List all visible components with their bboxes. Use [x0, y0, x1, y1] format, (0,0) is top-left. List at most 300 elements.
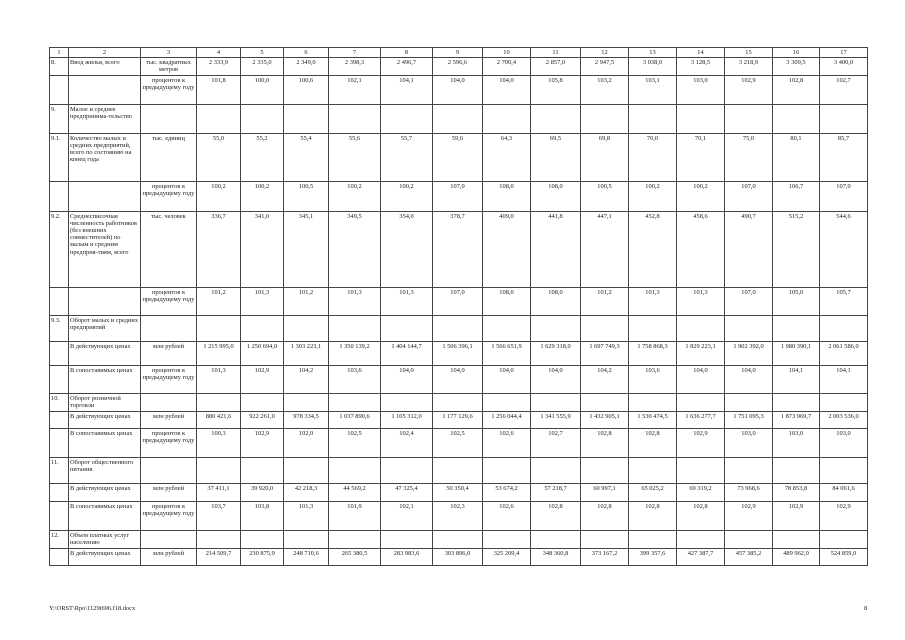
value-cell: 452,8 [629, 212, 677, 288]
value-cell: 102,9 [677, 429, 725, 458]
column-number: 5 [241, 48, 284, 58]
value-cell: 354,0 [381, 212, 433, 288]
value-cell: 489 962,0 [773, 549, 820, 566]
value-cell: 101,3 [381, 288, 433, 316]
value-cell: 409,0 [483, 212, 531, 288]
value-cell: 102,8 [531, 502, 581, 531]
value-cell: 103,0 [725, 429, 773, 458]
value-cell [197, 394, 241, 412]
value-cell: 490,7 [725, 212, 773, 288]
value-cell [581, 105, 629, 134]
value-cell [629, 531, 677, 549]
row-number [50, 342, 69, 366]
table-row [50, 182, 868, 212]
value-cell [725, 458, 773, 484]
value-cell [581, 394, 629, 412]
value-cell: 1 105 312,0 [381, 412, 433, 429]
value-cell: 101,3 [677, 288, 725, 316]
value-cell: 2 003 536,0 [820, 412, 868, 429]
column-number: 6 [284, 48, 329, 58]
value-cell: 378,7 [433, 212, 483, 288]
row-number: 9.3. [50, 316, 69, 342]
value-cell: 104,0 [531, 366, 581, 394]
value-cell [329, 394, 381, 412]
value-cell [241, 316, 284, 342]
value-cell [581, 531, 629, 549]
value-cell: 103,7 [197, 502, 241, 531]
value-cell: 73 968,6 [725, 484, 773, 502]
row-number: 9. [50, 105, 69, 134]
column-number: 14 [677, 48, 725, 58]
column-number: 3 [141, 48, 197, 58]
value-cell: 104,0 [433, 76, 483, 105]
value-cell: 104,0 [677, 366, 725, 394]
value-cell: 103,2 [581, 76, 629, 105]
value-cell [381, 394, 433, 412]
row-number [50, 182, 69, 212]
value-cell: 105,0 [773, 288, 820, 316]
value-cell: 100,2 [241, 182, 284, 212]
value-cell: 3 038,0 [629, 58, 677, 76]
value-cell [677, 458, 725, 484]
value-cell: 104,0 [483, 76, 531, 105]
value-cell: 60 997,1 [581, 484, 629, 502]
indicator-name: Количество малых и средних предприятий, всего по состоянию на конец года [69, 134, 141, 182]
value-cell: 102,4 [381, 429, 433, 458]
value-cell: 345,1 [284, 212, 329, 288]
value-cell: 100,2 [629, 182, 677, 212]
value-cell [284, 394, 329, 412]
value-cell: 1 341 555,9 [531, 412, 581, 429]
unit [141, 316, 197, 342]
unit [141, 105, 197, 134]
value-cell [284, 316, 329, 342]
indicator-name [69, 288, 141, 316]
value-cell: 37 411,1 [197, 484, 241, 502]
value-cell [197, 458, 241, 484]
value-cell: 102,1 [329, 76, 381, 105]
row-number: 12. [50, 531, 69, 549]
value-cell [381, 105, 433, 134]
value-cell: 102,9 [725, 502, 773, 531]
value-cell [433, 316, 483, 342]
indicator-name: Оборот розничной торговли [69, 394, 141, 412]
value-cell: 1 432 905,1 [581, 412, 629, 429]
column-number: 9 [433, 48, 483, 58]
value-cell: 458,6 [677, 212, 725, 288]
value-cell: 102,6 [483, 502, 531, 531]
value-cell: 104,0 [483, 366, 531, 394]
table-row [50, 502, 868, 531]
value-cell: 1 506 396,1 [433, 342, 483, 366]
row-number [50, 366, 69, 394]
table-row [50, 134, 868, 182]
value-cell: 524 859,0 [820, 549, 868, 566]
value-cell [820, 458, 868, 484]
column-number: 12 [581, 48, 629, 58]
value-cell: 1 980 390,1 [773, 342, 820, 366]
indicator-name: В действующих ценах [69, 484, 141, 502]
table-row [50, 412, 868, 429]
value-cell: 55,4 [284, 134, 329, 182]
value-cell: 104,0 [433, 366, 483, 394]
unit: процентов к предыдущему году [141, 366, 197, 394]
indicator-name: Оборот малых и средних предприятий [69, 316, 141, 342]
value-cell: 102,9 [773, 502, 820, 531]
indicator-name: Объем платных услуг населению [69, 531, 141, 549]
value-cell: 2 335,0 [241, 58, 284, 76]
value-cell: 3 400,0 [820, 58, 868, 76]
value-cell [241, 531, 284, 549]
table-row [50, 288, 868, 316]
value-cell: 103,0 [820, 429, 868, 458]
value-cell [531, 316, 581, 342]
indicator-name: В сопоставимых ценах [69, 366, 141, 394]
value-cell [531, 394, 581, 412]
value-cell: 103,6 [329, 366, 381, 394]
value-cell: 55,2 [241, 134, 284, 182]
value-cell: 515,2 [773, 212, 820, 288]
table-row [50, 316, 868, 342]
value-cell: 102,3 [433, 502, 483, 531]
value-cell [483, 458, 531, 484]
value-cell: 55,6 [329, 134, 381, 182]
value-cell: 922 261,0 [241, 412, 284, 429]
value-cell: 102,9 [820, 502, 868, 531]
value-cell: 2 333,9 [197, 58, 241, 76]
value-cell: 102,6 [483, 429, 531, 458]
value-cell: 108,0 [531, 182, 581, 212]
column-number: 17 [820, 48, 868, 58]
column-number: 8 [381, 48, 433, 58]
unit: тыс. единиц [141, 134, 197, 182]
value-cell: 265 380,5 [329, 549, 381, 566]
value-cell: 59,6 [433, 134, 483, 182]
indicator-name [69, 76, 141, 105]
column-number: 1 [50, 48, 69, 58]
value-cell [581, 458, 629, 484]
value-cell: 3 128,5 [677, 58, 725, 76]
value-cell: 101,2 [581, 288, 629, 316]
value-cell: 2 496,7 [381, 58, 433, 76]
value-cell: 1 250 694,0 [241, 342, 284, 366]
row-number [50, 412, 69, 429]
table-row [50, 531, 868, 549]
value-cell [483, 316, 531, 342]
table-row [50, 342, 868, 366]
value-cell [773, 105, 820, 134]
value-cell: 1 873 969,7 [773, 412, 820, 429]
value-cell: 101,3 [329, 288, 381, 316]
indicator-name: В сопоставимых ценах [69, 502, 141, 531]
indicator-name: В сопоставимых ценах [69, 429, 141, 458]
unit: процентов к предыдущему году [141, 76, 197, 105]
page-number: 8 [864, 605, 868, 612]
value-cell: 78 853,8 [773, 484, 820, 502]
table-row [50, 58, 868, 76]
value-cell: 102,8 [677, 502, 725, 531]
value-cell: 101,3 [241, 288, 284, 316]
value-cell [820, 316, 868, 342]
value-cell: 100,2 [677, 182, 725, 212]
value-cell: 101,3 [197, 366, 241, 394]
value-cell: 100,3 [197, 429, 241, 458]
value-cell: 1 566 651,9 [483, 342, 531, 366]
value-cell: 457 385,2 [725, 549, 773, 566]
column-number: 10 [483, 48, 531, 58]
value-cell [773, 316, 820, 342]
value-cell: 441,8 [531, 212, 581, 288]
table-row [50, 366, 868, 394]
row-number [50, 76, 69, 105]
value-cell: 53 674,2 [483, 484, 531, 502]
unit [141, 394, 197, 412]
unit: млн рублей [141, 549, 197, 566]
table-row [50, 458, 868, 484]
value-cell: 102,8 [581, 429, 629, 458]
value-cell: 103,6 [629, 366, 677, 394]
value-cell: 107,0 [433, 288, 483, 316]
value-cell: 1 629 318,0 [531, 342, 581, 366]
column-number-row [50, 48, 868, 58]
row-number: 9.1. [50, 134, 69, 182]
value-cell: 102,5 [433, 429, 483, 458]
value-cell: 101,2 [197, 288, 241, 316]
value-cell [725, 531, 773, 549]
value-cell: 2 947,5 [581, 58, 629, 76]
value-cell: 104,1 [381, 76, 433, 105]
value-cell [197, 531, 241, 549]
row-number: 9.2. [50, 212, 69, 288]
value-cell: 101,8 [197, 76, 241, 105]
value-cell [197, 316, 241, 342]
value-cell: 102,8 [629, 429, 677, 458]
row-number [50, 549, 69, 566]
value-cell: 39 920,0 [241, 484, 284, 502]
row-number [50, 429, 69, 458]
value-cell: 544,6 [820, 212, 868, 288]
value-cell [433, 394, 483, 412]
indicator-name: Оборот общественного питания [69, 458, 141, 484]
value-cell [677, 105, 725, 134]
value-cell: 100,5 [284, 182, 329, 212]
value-cell: 100,6 [284, 76, 329, 105]
value-cell: 102,8 [581, 502, 629, 531]
value-cell [241, 458, 284, 484]
value-cell: 102,9 [241, 429, 284, 458]
row-number: 10. [50, 394, 69, 412]
value-cell: 107,0 [433, 182, 483, 212]
indicator-name: Малое и среднее предпринима-тельство [69, 105, 141, 134]
value-cell [284, 458, 329, 484]
column-number: 11 [531, 48, 581, 58]
value-cell: 100,2 [197, 182, 241, 212]
value-cell: 2 857,0 [531, 58, 581, 76]
value-cell: 55,0 [197, 134, 241, 182]
value-cell: 100,0 [241, 76, 284, 105]
value-cell [773, 458, 820, 484]
value-cell [773, 531, 820, 549]
value-cell: 102,1 [381, 502, 433, 531]
value-cell: 50 350,4 [433, 484, 483, 502]
value-cell [531, 458, 581, 484]
value-cell: 57 218,7 [531, 484, 581, 502]
value-cell [629, 105, 677, 134]
column-number: 7 [329, 48, 381, 58]
table-row [50, 394, 868, 412]
value-cell: 108,0 [483, 288, 531, 316]
unit: процентов к предыдущему году [141, 288, 197, 316]
value-cell: 64,3 [483, 134, 531, 182]
value-cell: 1 902 392,0 [725, 342, 773, 366]
value-cell: 101,3 [284, 502, 329, 531]
value-cell [329, 316, 381, 342]
value-cell: 101,9 [329, 502, 381, 531]
indicator-name: Среднесписочная численность работников (без внешних совместителей) по малым и средним предприя-тиям, всего [69, 212, 141, 288]
value-cell: 1 829 223,1 [677, 342, 725, 366]
value-cell [197, 105, 241, 134]
document-sheet [49, 47, 868, 566]
value-cell: 70,1 [677, 134, 725, 182]
value-cell: 55,7 [381, 134, 433, 182]
value-cell: 103,0 [677, 76, 725, 105]
value-cell [381, 316, 433, 342]
value-cell [329, 458, 381, 484]
file-path: Y:\ORST\Rpo\1129t696.f18.docx [49, 605, 136, 612]
value-cell: 80,1 [773, 134, 820, 182]
value-cell: 75,0 [725, 134, 773, 182]
value-cell [581, 316, 629, 342]
unit: тыс. человек [141, 212, 197, 288]
value-cell: 880 421,6 [197, 412, 241, 429]
value-cell [820, 531, 868, 549]
table-row [50, 429, 868, 458]
value-cell: 1 404 144,7 [381, 342, 433, 366]
value-cell: 69,8 [581, 134, 629, 182]
value-cell: 108,0 [483, 182, 531, 212]
indicator-name: Ввод жилья, всего [69, 58, 141, 76]
value-cell: 1 530 474,5 [629, 412, 677, 429]
value-cell: 373 167,2 [581, 549, 629, 566]
table-row [50, 76, 868, 105]
indicator-name: В действующих ценах [69, 412, 141, 429]
value-cell [433, 105, 483, 134]
value-cell [381, 458, 433, 484]
value-cell: 427 387,7 [677, 549, 725, 566]
value-cell [433, 531, 483, 549]
value-cell: 1 215 995,0 [197, 342, 241, 366]
value-cell [433, 458, 483, 484]
value-cell [284, 105, 329, 134]
value-cell: 107,0 [725, 182, 773, 212]
value-cell: 103,8 [241, 502, 284, 531]
value-cell: 399 357,6 [629, 549, 677, 566]
value-cell: 336,7 [197, 212, 241, 288]
value-cell [241, 105, 284, 134]
value-cell: 102,0 [284, 429, 329, 458]
value-cell: 100,2 [329, 182, 381, 212]
unit [141, 531, 197, 549]
value-cell: 348 360,8 [531, 549, 581, 566]
value-cell: 105,8 [531, 76, 581, 105]
value-cell [677, 531, 725, 549]
value-cell [629, 458, 677, 484]
value-cell [284, 531, 329, 549]
value-cell: 107,0 [725, 288, 773, 316]
column-number: 2 [69, 48, 141, 58]
value-cell [629, 394, 677, 412]
value-cell: 47 325,4 [381, 484, 433, 502]
unit: млн рублей [141, 484, 197, 502]
value-cell [483, 531, 531, 549]
unit: тыс. квадратных метров [141, 58, 197, 76]
value-cell: 69,5 [531, 134, 581, 182]
value-cell: 3 218,9 [725, 58, 773, 76]
value-cell: 102,8 [773, 76, 820, 105]
unit: млн рублей [141, 412, 197, 429]
value-cell: 108,0 [531, 288, 581, 316]
value-cell [329, 531, 381, 549]
value-cell: 1 256 044,4 [483, 412, 531, 429]
row-number: 8. [50, 58, 69, 76]
value-cell: 1 177 129,6 [433, 412, 483, 429]
value-cell: 69 319,2 [677, 484, 725, 502]
value-cell: 105,7 [820, 288, 868, 316]
value-cell [725, 105, 773, 134]
value-cell [629, 316, 677, 342]
value-cell: 102,5 [329, 429, 381, 458]
indicator-name [69, 182, 141, 212]
value-cell: 1 697 749,3 [581, 342, 629, 366]
value-cell: 102,8 [629, 502, 677, 531]
value-cell: 248 710,6 [284, 549, 329, 566]
value-cell: 447,1 [581, 212, 629, 288]
value-cell: 44 569,2 [329, 484, 381, 502]
value-cell: 2 061 586,0 [820, 342, 868, 366]
value-cell: 104,0 [725, 366, 773, 394]
unit [141, 458, 197, 484]
column-number: 15 [725, 48, 773, 58]
value-cell: 283 983,6 [381, 549, 433, 566]
row-number [50, 288, 69, 316]
value-cell [725, 394, 773, 412]
value-cell: 42 218,3 [284, 484, 329, 502]
value-cell [820, 105, 868, 134]
value-cell [483, 105, 531, 134]
value-cell: 1 751 095,3 [725, 412, 773, 429]
column-number: 16 [773, 48, 820, 58]
value-cell: 70,0 [629, 134, 677, 182]
value-cell: 349,5 [329, 212, 381, 288]
value-cell: 103,1 [629, 76, 677, 105]
column-number: 13 [629, 48, 677, 58]
value-cell: 3 309,5 [773, 58, 820, 76]
value-cell [677, 316, 725, 342]
value-cell: 1 758 868,3 [629, 342, 677, 366]
value-cell: 102,7 [531, 429, 581, 458]
column-number: 4 [197, 48, 241, 58]
table-body [50, 48, 868, 566]
value-cell: 84 061,6 [820, 484, 868, 502]
value-cell [241, 394, 284, 412]
value-cell: 2 700,4 [483, 58, 531, 76]
unit: млн рублей [141, 342, 197, 366]
value-cell [820, 394, 868, 412]
value-cell [531, 531, 581, 549]
value-cell: 102,9 [241, 366, 284, 394]
value-cell: 214 509,7 [197, 549, 241, 566]
value-cell: 2 596,6 [433, 58, 483, 76]
